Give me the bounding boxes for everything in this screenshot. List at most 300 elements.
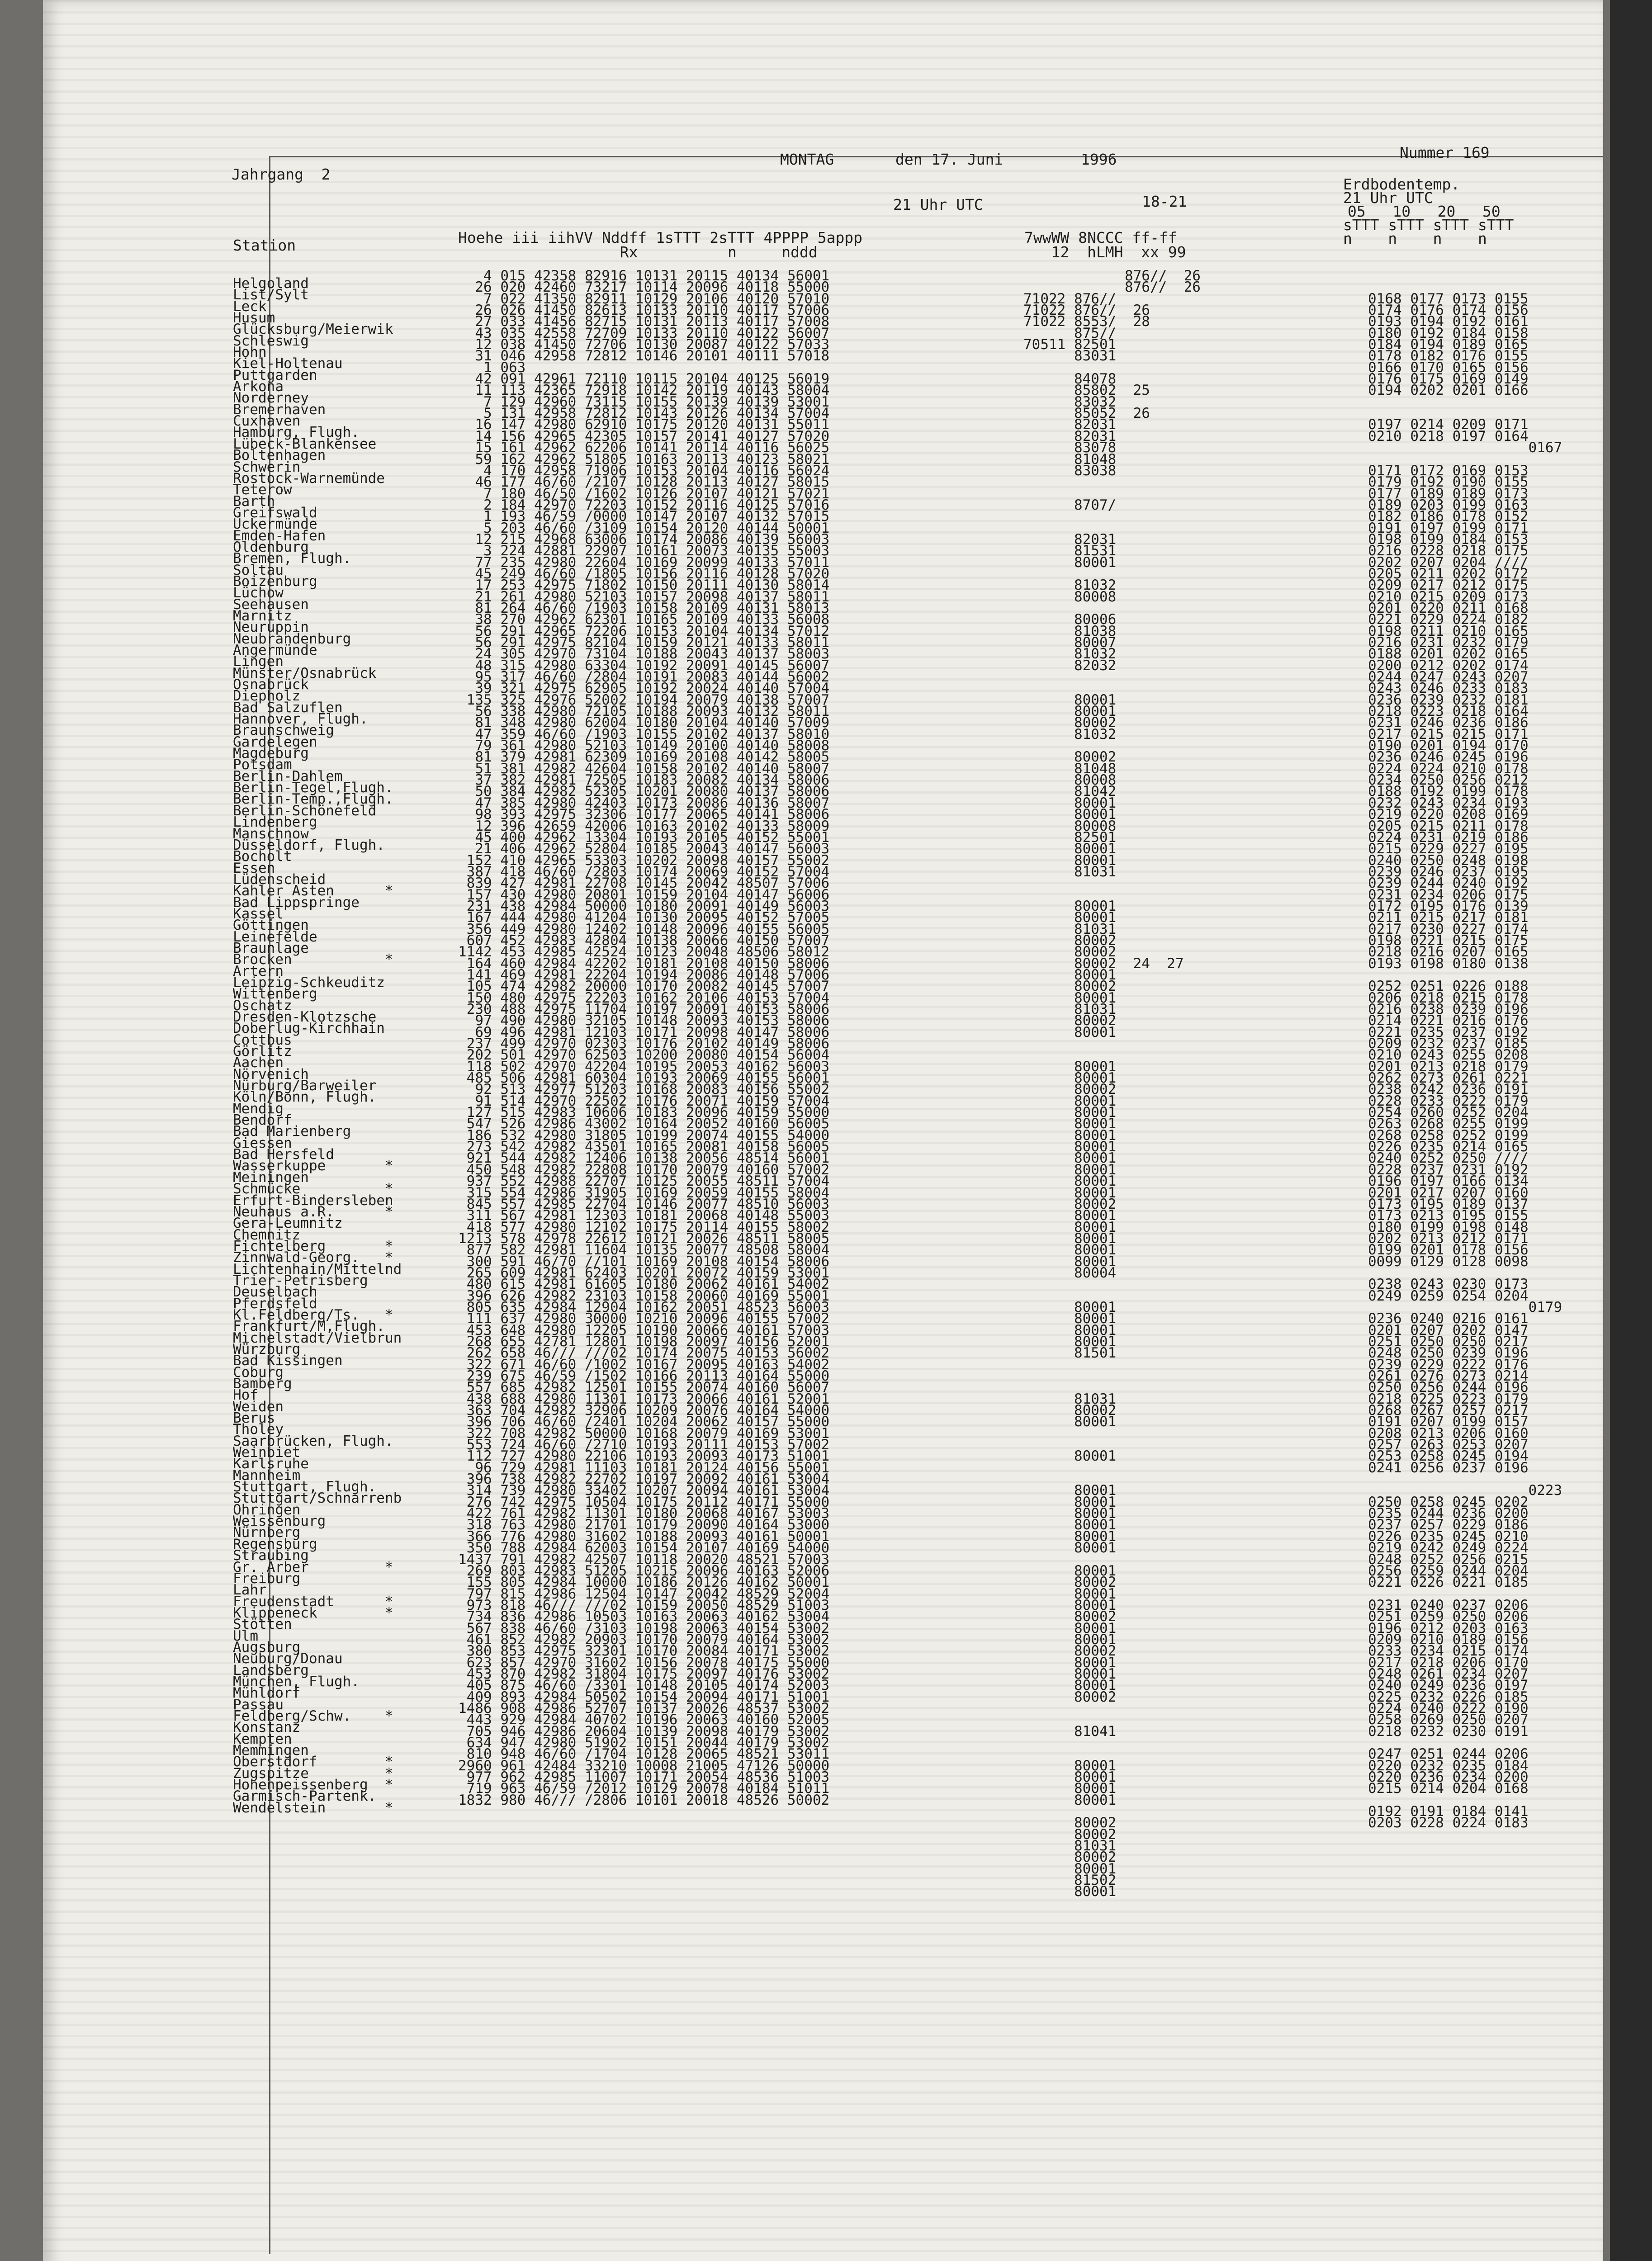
station-soil-row: 0211 0215 0217 0181: [1368, 909, 1529, 926]
station-weather-row: 80002: [1023, 714, 1117, 731]
station-weather-row: 81531: [1023, 543, 1117, 559]
station-weather-row: 80001: [1023, 1299, 1117, 1315]
station-name: Passau: [233, 1696, 284, 1713]
station-name: Hohenpeissenberg *: [233, 1777, 393, 1793]
station-weather-row: 80008: [1023, 772, 1117, 789]
station-code-row: 1486 908 42986 52707 10137 20026 48537 53002: [458, 1700, 830, 1717]
station-weather-row: 81048: [1023, 451, 1117, 468]
station-weather-row: 80006: [1023, 611, 1117, 628]
station-weather-row: 80001: [1023, 1528, 1117, 1545]
station-code-row: 237 499 42970 02303 10176 20102 40149 58006: [458, 1036, 830, 1052]
station-weather-row: 876// 26: [1023, 268, 1201, 284]
station-code-row: 937 552 42988 22707 10125 20055 48511 57004: [458, 1173, 830, 1190]
station-name: Mendig: [233, 1100, 284, 1117]
station-soil-row: 0228 0233 0222 0179: [1368, 1093, 1529, 1109]
station-name: Kl.Feldberg/Ts. *: [233, 1306, 393, 1323]
station-soil-row: 0177 0189 0189 0173: [1368, 485, 1529, 502]
station-weather-row: 80001: [1023, 1024, 1117, 1041]
station-name: Berlin-Schönefeld: [233, 802, 377, 819]
station-weather-row: 81032: [1023, 726, 1117, 743]
station-name: Diepholz: [233, 688, 301, 705]
station-weather-row: 85802 25: [1023, 382, 1150, 399]
station-weather-row: 80001: [1023, 1253, 1117, 1270]
document-page: [43, 0, 1603, 2261]
station-code-row: 350 788 42984 62003 10154 20107 40169 54000: [458, 1540, 830, 1556]
station-soil-row: 0173 0195 0189 0137: [1368, 1196, 1529, 1212]
station-weather-row: 81031: [1023, 863, 1117, 880]
station-name: Erfurt-Bindersleben: [233, 1192, 393, 1209]
station-name: Görlitz: [233, 1043, 292, 1060]
station-code-row: 438 688 42980 11301 10173 20066 40161 52001: [458, 1391, 830, 1407]
station-weather-row: 80001: [1023, 1230, 1117, 1247]
station-soil-row: 0256 0259 0244 0204: [1368, 1562, 1529, 1579]
station-name: Garmisch-Partenk.: [233, 1788, 377, 1805]
station-name: Mannheim: [233, 1467, 301, 1484]
station-code-row: 112 727 42980 22106 10193 20093 40173 51001: [458, 1448, 830, 1465]
station-weather-row: 80001: [1023, 898, 1117, 914]
station-soil-row: 0234 0250 0256 0212: [1368, 772, 1529, 789]
station-soil-row: 0238 0242 0236 0191: [1368, 1081, 1529, 1098]
station-code-row: 322 671 46/60 /1002 10167 20095 40163 54002: [458, 1356, 830, 1373]
col-header-codes: Hoehe iii iihVV Nddff 1sTTT 2sTTT 4PPPP 5appp: [458, 229, 863, 246]
weekday: MONTAG: [780, 151, 834, 168]
station-soil-row: 0179: [1368, 1299, 1562, 1315]
station-soil-row: 0201 0217 0207 0160: [1368, 1184, 1529, 1201]
station-code-row: 21 261 42980 52103 10157 20098 40137 58011: [458, 588, 830, 605]
station-weather-row: 80001: [1023, 1093, 1117, 1109]
station-weather-row: 80002: [1023, 1689, 1117, 1705]
station-soil-row: 0236 0240 0216 0161: [1368, 1310, 1529, 1327]
station-code-row: 810 948 46/60 /1704 10128 20065 48521 53011: [458, 1746, 830, 1763]
station-code-row: 77 235 42980 22604 10169 20099 40133 57011: [458, 554, 830, 571]
station-name: Lingen: [233, 653, 284, 670]
station-weather-row: 80001: [1023, 1769, 1117, 1786]
station-weather-row: 81032: [1023, 646, 1117, 662]
station-weather-row: 80001: [1023, 1757, 1117, 1774]
station-name: Aachen: [233, 1055, 284, 1071]
station-soil-row: 0240 0252 0250 ////: [1368, 1150, 1529, 1167]
station-weather-row: 80002: [1023, 978, 1117, 995]
station-name: Husum: [233, 310, 275, 326]
station-soil-row: 0203 0228 0224 0183: [1368, 1815, 1529, 1831]
station-soil-row: 0238 0243 0230 0173: [1368, 1276, 1529, 1293]
station-name: Barth: [233, 493, 275, 510]
station-soil-row: 0178 0182 0176 0155: [1368, 348, 1529, 364]
station-weather-row: 80001: [1023, 1505, 1117, 1522]
station-code-row: 12 396 42659 42006 10163 20102 40133 58009: [458, 818, 830, 834]
station-code-row: 27 033 41456 82715 10131 20113 40117 57008: [458, 313, 830, 330]
soil-depths: 05 10 20 50: [1348, 203, 1501, 220]
station-code-row: 239 675 46/59 /1502 10166 20113 40164 55000: [458, 1368, 830, 1384]
station-code-row: 150 480 42975 22203 10162 20106 40153 57004: [458, 989, 830, 1006]
station-code-row: 157 430 42980 20801 10159 20104 40147 56006: [458, 886, 830, 903]
station-name: Würzburg: [233, 1341, 301, 1358]
station-name: Neubrandenburg: [233, 630, 351, 647]
station-soil-row: 0228 0237 0231 0192: [1368, 1161, 1529, 1178]
station-soil-row: 0197 0214 0209 0171: [1368, 416, 1529, 433]
station-code-row: 37 382 42981 72505 10183 20082 40134 58006: [458, 772, 830, 789]
station-weather-row: 80004: [1023, 1264, 1117, 1281]
station-weather-row: 81031: [1023, 1391, 1117, 1407]
station-code-row: 719 963 46/59 /2012 10129 20078 40184 51011: [458, 1780, 830, 1797]
station-code-row: 26 026 41450 82613 10133 20110 40117 57006: [458, 302, 830, 319]
station-weather-row: 81032: [1023, 577, 1117, 594]
station-soil-row: 0167: [1368, 440, 1562, 456]
station-weather-row: 81031: [1023, 1001, 1117, 1017]
station-soil-row: 0099 0129 0128 0098: [1368, 1253, 1529, 1270]
station-code-row: 15 161 42962 62206 10141 20114 40116 56025: [458, 440, 830, 456]
station-weather-row: 80002: [1023, 1574, 1117, 1591]
station-code-row: 186 532 42980 31805 10199 20074 40155 54000: [458, 1127, 830, 1144]
station-name: Schleswig: [233, 332, 309, 349]
station-name: Berlin-Dahlem: [233, 768, 343, 785]
station-soil-row: 0231 0246 0236 0186: [1368, 714, 1529, 731]
station-code-row: 118 502 42970 42204 10195 20053 40162 56003: [458, 1058, 830, 1075]
station-weather-row: 80001: [1023, 1310, 1117, 1327]
station-code-row: 98 393 42975 32306 10177 20065 40141 58006: [458, 806, 830, 823]
station-soil-row: 0174 0176 0174 0156: [1368, 302, 1529, 319]
station-weather-row: [1023, 1371, 1201, 1382]
station-soil-row: 0251 0259 0250 0206: [1368, 1608, 1529, 1625]
station-name: Oberstdorf *: [233, 1754, 393, 1770]
station-weather-row: 80001: [1023, 1482, 1117, 1499]
station-weather-row: 80001: [1023, 1333, 1117, 1350]
station-soil-row: 0233 0234 0215 0174: [1368, 1643, 1529, 1660]
station-name: Potsdam: [233, 757, 292, 773]
station-name: Dresden-Klotzsche: [233, 1009, 377, 1025]
station-weather-row: 84078: [1023, 371, 1117, 388]
station-code-row: 405 875 46/60 /3301 10148 20105 40174 52003: [458, 1677, 830, 1694]
station-code-row: 839 427 42981 22708 10145 20042 48507 57006: [458, 875, 830, 892]
station-soil-row: 0231 0234 0206 0175: [1368, 886, 1529, 903]
station-name: Bocholt: [233, 848, 292, 865]
observation-time: 21 Uhr UTC: [893, 196, 983, 213]
station-weather-row: 80001: [1023, 1631, 1117, 1648]
station-code-row: 480 615 42981 61605 10180 20062 40161 54002: [458, 1276, 830, 1293]
station-code-row: 805 635 42984 12904 10162 20051 48523 56003: [458, 1299, 830, 1315]
station-soil-row: 0244 0247 0243 0207: [1368, 669, 1529, 686]
station-code-row: 877 582 42981 11604 10135 20077 48508 58004: [458, 1242, 830, 1258]
station-weather-row: 80001: [1023, 1116, 1117, 1132]
station-soil-row: 0221 0235 0237 0192: [1368, 1024, 1529, 1041]
station-code-row: 81 348 42980 62004 10180 20104 40140 57009: [458, 714, 830, 731]
station-weather-row: 80001: [1023, 1677, 1117, 1694]
station-code-row: 1 193 46/59 /0000 10147 20107 40132 57015: [458, 508, 830, 525]
station-code-row: 45 400 42962 13304 10193 20105 40152 55001: [458, 829, 830, 846]
station-name: Zinnwald-Georg. *: [233, 1249, 393, 1266]
station-code-row: 921 544 42982 12406 10138 20056 48514 56001: [458, 1150, 830, 1167]
station-weather-row: 80001: [1023, 554, 1117, 571]
station-code-row: 17 253 42975 71802 10150 20111 40130 58014: [458, 577, 830, 594]
station-name: Teterow: [233, 482, 292, 498]
issue-date: den 17. Juni: [895, 151, 1004, 168]
station-weather-row: 81031: [1023, 921, 1117, 937]
station-code-row: 1213 578 42978 22612 10121 20026 48511 58005: [458, 1230, 830, 1247]
station-code-row: 418 577 42980 12102 10175 20114 40155 58002: [458, 1219, 830, 1235]
station-code-row: 12 215 42968 63006 10174 20086 40139 56003: [458, 531, 830, 548]
station-name: Pferdsfeld: [233, 1295, 317, 1312]
station-name: Frankfurt/M,Flugh.: [233, 1318, 385, 1335]
station-name: Schmücke *: [233, 1181, 393, 1197]
station-code-row: 231 438 42984 50000 10180 20091 40149 56003: [458, 898, 830, 914]
station-soil-row: 0216 0231 0232 0179: [1368, 634, 1529, 651]
station-code-row: 96 729 42981 11103 10181 20124 40156 55001: [458, 1459, 830, 1476]
station-code-row: 79 361 42980 52103 10149 20100 40140 58008: [458, 738, 830, 754]
station-code-row: 50 384 42982 52305 10201 20080 40137 58006: [458, 783, 830, 800]
station-name: Lübeck-Blankensee: [233, 435, 377, 452]
station-name: Fichtelberg *: [233, 1238, 393, 1254]
station-code-row: 262 658 46/// ///02 10174 20075 40153 56002: [458, 1345, 830, 1362]
station-soil-row: 0202 0213 0212 0171: [1368, 1230, 1529, 1247]
station-soil-row: 0200 0212 0202 0174: [1368, 657, 1529, 674]
station-soil-row: 0235 0244 0236 0200: [1368, 1505, 1529, 1522]
station-name: Stötten: [233, 1616, 292, 1633]
station-code-row: 396 626 42982 23103 10158 20060 40169 55001: [458, 1287, 830, 1304]
station-code-row: 45 249 46/60 /1805 10156 20116 40128 57020: [458, 565, 830, 582]
station-name: Braunlage: [233, 940, 309, 956]
station-code-row: 12 038 41450 72706 10130 20087 40122 57033: [458, 336, 830, 353]
station-code-row: 973 818 46/// ///02 10159 20050 48529 51003: [458, 1597, 830, 1613]
station-name: Cuxhaven: [233, 413, 301, 430]
station-weather-row: 80001: [1023, 806, 1117, 823]
station-weather-row: 80001: [1023, 1665, 1117, 1682]
station-soil-row: 0182 0186 0178 0152: [1368, 508, 1529, 525]
station-soil-row: 0263 0268 0255 0199: [1368, 1116, 1529, 1132]
station-soil-row: 0226 0235 0214 0165: [1368, 1139, 1529, 1155]
station-weather-row: 80002: [1023, 1012, 1117, 1029]
station-name: Bremerhaven: [233, 401, 326, 418]
station-code-row: 443 929 42984 40702 10196 20063 40160 52005: [458, 1712, 830, 1728]
station-soil-row: 0268 0267 0257 0217: [1368, 1402, 1529, 1419]
station-name: Bendorf: [233, 1112, 292, 1129]
station-weather-row: 80001: [1023, 1058, 1117, 1075]
station-soil-row: 0248 0250 0239 0196: [1368, 1345, 1529, 1362]
station-name: Leinefelde: [233, 928, 317, 945]
station-name: Deuselbach: [233, 1284, 317, 1301]
station-soil-row: 0171 0172 0169 0153: [1368, 462, 1529, 479]
station-name: Hannover, Flugh.: [233, 711, 368, 728]
issue-number: Nummer 169: [1400, 144, 1490, 161]
station-weather-row: 71022 876// 26: [1023, 302, 1150, 319]
station-soil-row: 0217 0218 0206 0170: [1368, 1654, 1529, 1671]
station-soil-row: 0189 0203 0199 0163: [1368, 497, 1529, 513]
station-name: Bad Kissingen: [233, 1353, 343, 1369]
station-code-row: 47 385 42980 42403 10173 20086 40136 58007: [458, 795, 830, 811]
station-code-row: 453 648 42980 12205 10190 20066 40161 57003: [458, 1322, 830, 1339]
station-code-row: 273 542 42982 43501 10165 20081 40158 56005: [458, 1139, 830, 1155]
station-weather-row: 80001: [1023, 1161, 1117, 1178]
station-code-row: 111 637 42980 30000 10210 20096 40155 57002: [458, 1310, 830, 1327]
station-code-row: 977 962 42985 11007 10171 20054 48536 51003: [458, 1769, 830, 1786]
station-weather-row: 80001: [1023, 966, 1117, 983]
station-code-row: 43 035 42558 72709 10133 20110 40122 56007: [458, 325, 830, 341]
station-name: Meiningen: [233, 1169, 309, 1186]
station-soil-row: 0166 0170 0165 0156: [1368, 359, 1529, 376]
station-name: Stuttgart/Schnarrenb: [233, 1490, 402, 1507]
station-code-row: 59 162 42962 51805 10163 20113 40123 58021: [458, 451, 830, 468]
station-name: Osnabrück: [233, 676, 309, 693]
station-code-row: 69 496 42981 12103 10171 20098 40147 58006: [458, 1024, 830, 1041]
station-weather-row: 83078: [1023, 440, 1117, 456]
station-soil-row: 0221 0226 0221 0185: [1368, 1574, 1529, 1591]
station-soil-row: 0180 0199 0198 0148: [1368, 1219, 1529, 1235]
station-code-row: 567 838 46/60 /3103 10198 20063 40154 53002: [458, 1620, 830, 1637]
station-code-row: 318 763 42980 21701 10179 20090 40164 53000: [458, 1517, 830, 1533]
station-soil-row: 0253 0258 0245 0194: [1368, 1448, 1529, 1465]
station-weather-row: 80001: [1023, 1494, 1117, 1510]
station-name: Regensburg: [233, 1536, 317, 1552]
station-name: Chemnitz: [233, 1226, 301, 1243]
station-soil-row: 0196 0212 0203 0163: [1368, 1620, 1529, 1637]
station-code-row: 300 591 46/70 //101 10169 20108 40154 58006: [458, 1253, 830, 1270]
station-weather-row: 80002: [1023, 944, 1117, 960]
col-header-soil: sTTT sTTT sTTT sTTT: [1343, 216, 1514, 234]
station-name: Leck: [233, 298, 267, 315]
station-weather-row: 80001: [1023, 1597, 1117, 1613]
station-code-row: 81 264 46/60 /1903 10158 20109 40131 58013: [458, 600, 830, 616]
station-soil-row: 0210 0215 0209 0173: [1368, 588, 1529, 605]
station-weather-row: 80001: [1023, 1883, 1117, 1900]
station-weather-row: 81031: [1023, 1838, 1117, 1854]
station-soil-row: 0248 0261 0234 0207: [1368, 1665, 1529, 1682]
soil-temp-time: 21 Uhr UTC: [1343, 189, 1433, 207]
station-soil-row: 0236 0239 0232 0181: [1368, 691, 1529, 708]
station-code-row: 31 046 42958 72812 10146 20101 40111 57018: [458, 348, 830, 364]
station-code-row: 7 129 42960 73115 10155 20139 40139 53001: [458, 393, 830, 410]
synop-codes-column: [458, 270, 829, 1806]
station-name: Lüchow: [233, 585, 284, 601]
station-name: Neuburg/Donau: [233, 1651, 343, 1667]
station-name: Lindenberg: [233, 814, 317, 831]
station-name: Weissenburg: [233, 1513, 326, 1530]
station-name: Zugspitze *: [233, 1765, 393, 1782]
station-name: Essen: [233, 860, 275, 876]
station-soil-row: 0179 0192 0190 0155: [1368, 474, 1529, 491]
station-name: Ulm: [233, 1627, 258, 1644]
station-name: Lahr: [233, 1582, 267, 1599]
weather-period: 18-21: [1142, 193, 1187, 210]
station-code-row: 135 325 42976 52002 10194 20079 40138 57007: [458, 691, 830, 708]
station-code-row: 268 655 42781 12801 10198 20097 40156 52001: [458, 1333, 830, 1350]
station-code-row: 387 418 46/60 /2803 10174 20069 40152 57004: [458, 863, 830, 880]
station-weather-row: 81501: [1023, 1345, 1117, 1362]
station-name: Norderney: [233, 390, 309, 407]
station-code-row: 230 488 42975 11704 10197 20091 40153 58006: [458, 1001, 830, 1017]
station-code-row: 1 063: [458, 359, 526, 376]
station-name: Nürnberg: [233, 1524, 301, 1541]
station-soil-row: 0224 0224 0210 0178: [1368, 760, 1529, 777]
station-name: Neuhaus a.R. *: [233, 1203, 393, 1220]
station-name: Freudenstadt *: [233, 1593, 393, 1610]
station-name: Bad Lippspringe: [233, 894, 360, 911]
station-soil-row: 0257 0263 0253 0207: [1368, 1437, 1529, 1453]
station-soil-row: [1368, 270, 1562, 282]
station-name: Köln/Bonn, Flugh.: [233, 1089, 377, 1106]
station-name: Angermünde: [233, 642, 317, 658]
station-soil-row: 0218 0232 0230 0191: [1368, 1723, 1529, 1740]
station-soil-row: 0224 0240 0222 0190: [1368, 1700, 1529, 1717]
station-weather-row: 80002: [1023, 749, 1117, 766]
station-code-row: 557 685 42982 12501 10155 20074 40160 56007: [458, 1379, 830, 1396]
station-name: Soltau: [233, 562, 284, 578]
station-soil-row: 0209 0217 0212 0175: [1368, 577, 1529, 594]
col-header-codes-sub: Rx n nddd: [458, 243, 818, 261]
station-soil-row: 0239 0229 0222 0176: [1368, 1356, 1529, 1373]
station-soil-row: 0221 0229 0224 0182: [1368, 611, 1529, 628]
station-soil-row: 0205 0211 0202 0172: [1368, 565, 1529, 582]
station-weather-row: 80001: [1023, 1150, 1117, 1167]
station-soil-row: 0201 0220 0211 0168: [1368, 600, 1529, 616]
station-weather-row: 80001: [1023, 1322, 1117, 1339]
station-name: Greifswald: [233, 504, 317, 521]
station-soil-row: 0198 0211 0210 0165: [1368, 623, 1529, 639]
station-code-row: 450 548 42982 22808 10170 20079 40160 57002: [458, 1161, 830, 1178]
station-soil-row: 0201 0213 0218 0179: [1368, 1058, 1529, 1075]
station-name: Hof: [233, 1387, 258, 1404]
station-code-row: 363 704 42982 32906 10209 20076 40164 54000: [458, 1402, 830, 1419]
station-name: Berlin-Temp.,Flugh.: [233, 791, 393, 808]
station-soil-row: 0215 0214 0204 0168: [1368, 1780, 1529, 1797]
station-name: Ückermünde: [233, 516, 317, 533]
station-soil-row: 0201 0207 0202 0147: [1368, 1322, 1529, 1339]
station-code-row: 47 359 46/60 /1903 10155 20102 40137 58010: [458, 726, 830, 743]
station-soil-row: 0218 0225 0223 0179: [1368, 1391, 1529, 1407]
station-code-row: 553 724 46/60 /2710 10193 20111 40153 57002: [458, 1437, 830, 1453]
soil-temperatures-column: [1368, 270, 1562, 1852]
station-code-row: 356 449 42980 12402 10148 20096 40155 56005: [458, 921, 830, 937]
station-soil-row: 0193 0198 0180 0138: [1368, 955, 1529, 972]
station-soil-row: 0223: [1368, 1482, 1562, 1499]
station-name: Coburg: [233, 1364, 284, 1381]
station-name: Emden-Hafen: [233, 527, 326, 544]
station-code-row: 105 474 42982 20000 10170 20082 40145 57007: [458, 978, 830, 995]
station-weather-row: 80001: [1023, 852, 1117, 869]
station-soil-row: 0188 0192 0199 0178: [1368, 783, 1529, 800]
station-soil-row: 0196 0197 0166 0134: [1368, 1173, 1529, 1190]
station-weather-row: 80008: [1023, 818, 1117, 834]
station-weather-row: 80001: [1023, 841, 1117, 857]
station-soil-row: 0250 0256 0244 0196: [1368, 1379, 1529, 1396]
station-name: Kahler Asten *: [233, 883, 393, 899]
station-soil-row: 0199 0201 0178 0156: [1368, 1242, 1529, 1258]
station-name: Landsberg: [233, 1662, 309, 1679]
station-weather-row: 80001: [1023, 1562, 1117, 1579]
station-soil-row: 0190 0201 0194 0170: [1368, 738, 1529, 754]
station-code-row: 269 803 42983 51205 10215 20096 40163 52006: [458, 1562, 830, 1579]
soil-temp-title: Erdbodentemp.: [1343, 175, 1460, 193]
station-code-row: 461 852 42982 20903 10170 20079 40164 53002: [458, 1631, 830, 1648]
station-code-row: 92 513 42977 51203 10168 20083 40156 55002: [458, 1081, 830, 1098]
station-soil-row: 0250 0258 0245 0202: [1368, 1494, 1529, 1510]
station-weather-row: 80002: [1023, 1196, 1117, 1212]
station-weather-row: 80002: [1023, 1849, 1117, 1866]
station-weather-row: 80001: [1023, 691, 1117, 708]
station-code-row: 705 946 42986 20604 10139 20098 40179 53002: [458, 1723, 830, 1740]
station-weather-row: 80002: [1023, 1402, 1117, 1419]
station-code-row: 1142 453 42985 42524 10123 20048 48506 58012: [458, 944, 830, 960]
station-code-row: 634 947 42980 51902 10151 20044 40179 53002: [458, 1735, 830, 1751]
station-soil-row: 0209 0210 0189 0156: [1368, 1631, 1529, 1648]
station-soil-row: 0191 0207 0199 0157: [1368, 1414, 1529, 1430]
station-name: Kempten: [233, 1731, 292, 1747]
station-name: Augsburg: [233, 1639, 301, 1656]
station-code-row: 5 131 42958 72812 10143 20126 40134 57004: [458, 405, 830, 422]
station-name: Düsseldorf, Flugh.: [233, 837, 385, 853]
station-soil-row: 0226 0235 0245 0210: [1368, 1528, 1529, 1545]
station-name: Tholey: [233, 1421, 284, 1438]
station-name: Saarbrücken, Flugh.: [233, 1433, 393, 1449]
station-weather-row: 83031: [1023, 348, 1117, 364]
